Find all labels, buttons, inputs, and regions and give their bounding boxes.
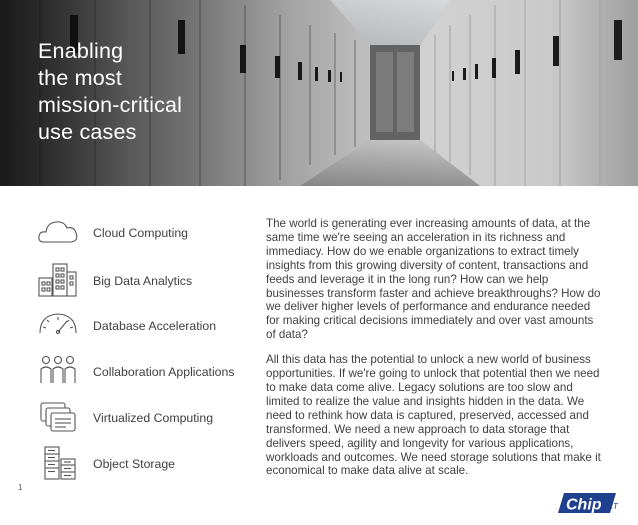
hero-title-line: use cases — [38, 120, 137, 144]
use-case-object-storage — [36, 443, 266, 483]
use-case-collaboration-applications — [36, 351, 266, 391]
hero-title-line: Enabling — [38, 39, 124, 63]
use-case-virtualized-computing — [36, 397, 266, 437]
body-text — [266, 217, 604, 489]
hero-title-line: mission-critical — [38, 93, 183, 117]
speedometer-icon — [36, 305, 80, 345]
use-case-cloud-computing — [36, 212, 266, 252]
use-case-database-acceleration — [36, 305, 266, 345]
buildings-icon — [36, 260, 80, 300]
svg-text:ICT: ICT — [605, 502, 618, 511]
use-case-label: Big Data Analytics — [93, 274, 193, 288]
use-case-label: Object Storage — [93, 457, 176, 471]
page-number: 1 — [18, 483, 23, 492]
use-case-label: Collaboration Applications — [93, 365, 235, 379]
virtual-documents-icon — [36, 397, 80, 437]
use-case-label: Cloud Computing — [93, 226, 189, 240]
hero-title — [38, 38, 238, 146]
people-icon — [36, 351, 80, 391]
hero-banner — [0, 0, 638, 186]
hero-title-line: the most — [38, 66, 123, 90]
cloud-icon — [36, 212, 80, 252]
body-paragraph: All this data has the potential to unlock a new world of business opportunities. If we're going to unlock that potential then we need to make data come alive. Legacy solutions are too slow and limited to realize the value and insights hidden in the data. We need to rethink how data is captured, preserved, accessed and transformed. We need a new approach to data storage that delivers speed, agility and longevity for various applications, workloads and outcomes. We need storage solutions that make it economical to make data alive at scale. — [266, 353, 601, 478]
svg-text:Chip: Chip — [566, 496, 602, 514]
body-paragraph: The world is generating ever increasing amounts of data, at the same time we're seeing an acceleration in its richness and immediacy. How do we enable organizations to extract timely insights from this growing diversity of content, transactions and feeds and leverage it in the long run? How can we help businesses transform faster and achieve breakthroughs? How do we deliver higher levels of performance and endurance needed for making critical decisions immediately and over vast amounts of data? — [266, 217, 601, 342]
server-rack-icon — [36, 443, 80, 483]
use-case-big-data-analytics — [36, 260, 266, 300]
use-case-label: Database Acceleration — [93, 319, 217, 333]
chip-ict-logo — [558, 489, 622, 517]
use-case-label: Virtualized Computing — [93, 411, 214, 425]
